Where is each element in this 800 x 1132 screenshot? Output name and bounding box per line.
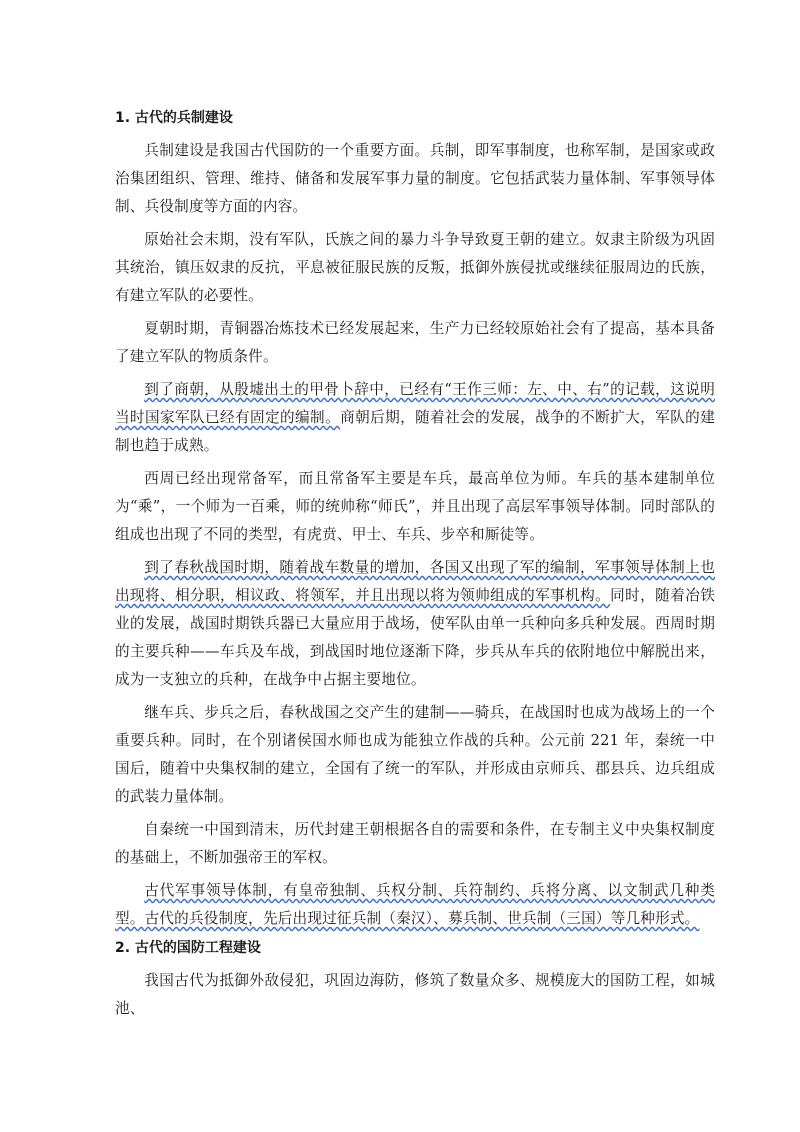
paragraph: 夏朝时期，青铜器冶炼技术已经发展起来，生产力已经较原始社会有了提高，基本具备了建立军队的物质条件。	[115, 320, 715, 365]
paragraph: 继车兵、步兵之后，春秋战国之交产生的建制——骑兵，在战国时也成为战场上的一个重要兵种。同时，在个别诸侯国水师也成为能独立作战的兵种。公元前 221 年，秦统一中国后，随着中央集权制的建立，全国有了统一的军队，并形成由京师兵、郡县兵、边兵组成的武装力量体制。	[115, 704, 715, 805]
highlighted-text: 到了春秋战国时期，随着战车数量的增加，各国又出现了军的编制，军事领导体制上也出现将、相分职，相议政、将领军，并且出现以将为领帅组成的军事机构。	[115, 559, 715, 604]
paragraph: 西周已经出现常备军，而且常备军主要是车兵，最高单位为师。车兵的基本建制单位为“乘”，一个师为一百乘，师的统帅称“师氏”，并且出现了高层军事领导体制。同时部队的组成也出现了不同的类型，有虎贲、甲士、车兵、步卒和厮徒等。	[115, 470, 715, 543]
highlighted-text: 古代军事领导体制，有皇帝独制、兵权分制、兵符制约、兵将分离、以文制武几种类型。古代的兵役制度，先后出现过征兵制（秦汉）、募兵制、世兵制（三国）等几种形式。	[115, 882, 715, 927]
highlighted-text: 到了商朝，从殷墟出土的甲骨卜辞中，已经有“王作三师：左、中、右”的记载，这说明当时国家军队已经有固定的编制。	[115, 381, 715, 426]
paragraph	[115, 877, 715, 933]
section-heading-military-system: 1. 古代的兵制建设	[115, 110, 233, 126]
paragraph: 自秦统一中国到清末，历代封建王朝根据各自的需要和条件，在专制主义中央集权制度的基础上，不断加强帝王的军权。	[115, 821, 715, 866]
paragraph: 原始社会末期，没有军队，氏族之间的暴力斗争导致夏王朝的建立。奴隶主阶级为巩固其统治，镇压奴隶的反抗，平息被征服民族的反叛，抵御外族侵扰或继续征服周边的氏族，有建立军队的必要性。	[115, 231, 715, 304]
section-heading-defense-works: 2. 古代的国防工程建设	[115, 940, 261, 956]
paragraph-text: 商朝后期，随着社会的发展，战争的不断扩大，军队的建制也趋于成熟。	[115, 409, 715, 454]
paragraph	[115, 376, 715, 460]
paragraph: 我国古代为抵御外敌侵犯，巩固边海防，修筑了数量众多、规模庞大的国防工程，如城池、	[115, 972, 715, 1017]
paragraph	[115, 554, 715, 694]
paragraph-text: 同时，随着冶铁业的发展，战国时期铁兵器已大量应用于战场，使军队由单一兵种向多兵种发展。西周时期的主要兵种——车兵及车战，到战国时地位逐渐下降，步兵从车兵的依附地位中解脱出来，成为一支独立的兵种，在战争中占据主要地位。	[115, 587, 715, 688]
paragraph: 兵制建设是我国古代国防的一个重要方面。兵制，即军事制度，也称军制，是国家或政治集团组织、管理、维持、储备和发展军事力量的制度。它包括武装力量体制、军事领导体制、兵役制度等方面的内容。	[115, 142, 715, 215]
document-body	[115, 108, 715, 1028]
